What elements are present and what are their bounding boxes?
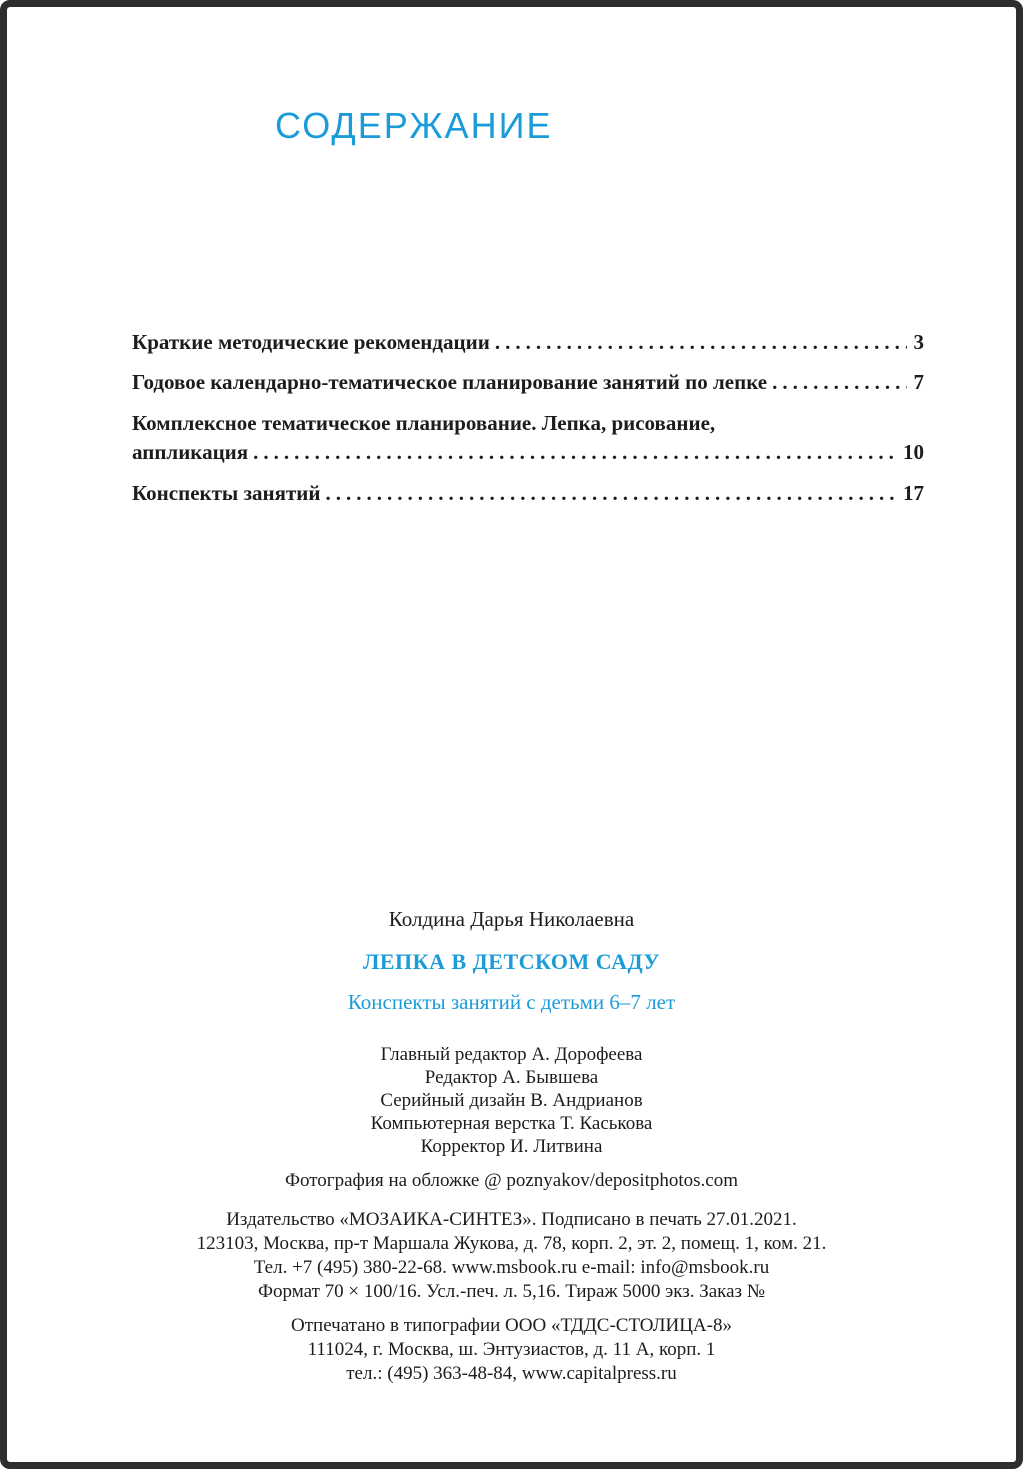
printer-block — [7, 1314, 1016, 1386]
credit-line: Корректор И. Литвина — [420, 1136, 603, 1157]
publisher-line: Издательство «МОЗАИКА-СИНТЕЗ». Подписано в печать 27.01.2021. — [226, 1209, 797, 1230]
printer-line: 111024, г. Москва, ш. Энтузиастов, д. 11 А, корп. 1 — [307, 1339, 716, 1360]
toc-page-number: 17 — [903, 481, 924, 506]
toc-leader-dots — [253, 439, 896, 466]
book-subtitle: Конспекты занятий с детьми 6–7 лет — [347, 990, 676, 1014]
toc-entry-title: Годовое календарно-тематическое планирование занятий по лепке — [132, 370, 768, 395]
toc-entry — [132, 480, 924, 507]
credit-line: Компьютерная верстка Т. Каськова — [370, 1113, 653, 1134]
author-name: Колдина Дарья Николаевна — [388, 907, 635, 931]
colophon — [7, 907, 1016, 1386]
toc-entry — [132, 410, 924, 437]
toc-page-number: 3 — [913, 330, 924, 354]
toc-leader-dots — [772, 369, 906, 396]
toc-entry-title: аппликация — [132, 439, 249, 464]
toc-page-number: 7 — [913, 370, 924, 395]
publisher-line: Тел. +7 (495) 380-22-68. www.msbook.ru e-mail: info@msbook.ru — [253, 1257, 770, 1278]
toc-page-number: 10 — [903, 439, 924, 464]
toc-leader-dots — [326, 480, 897, 507]
book-title: ЛЕПКА В ДЕТСКОМ САДУ — [362, 949, 661, 974]
toc-leader-dots — [495, 329, 907, 356]
credit-line: Серийный дизайн В. Андрианов — [380, 1090, 643, 1111]
table-of-contents — [132, 329, 924, 520]
publisher-line: 123103, Москва, пр-т Маршала Жукова, д. 78, корп. 2, эт. 2, помещ. 1, ком. 21. — [196, 1233, 827, 1254]
page-title: СОДЕРЖАНИЕ — [275, 105, 553, 146]
toc-entry — [132, 329, 924, 356]
printer-line: тел.: (495) 363-48-84, www.capitalpress.ru — [346, 1363, 677, 1384]
publisher-block — [7, 1208, 1016, 1304]
credits-block — [7, 1043, 1016, 1158]
credit-line: Редактор А. Бывшева — [424, 1067, 599, 1088]
credit-line: Главный редактор А. Дорофеева — [380, 1044, 643, 1065]
toc-entry — [132, 369, 924, 396]
toc-entry-title: Конспекты занятий — [132, 481, 321, 506]
toc-entry-title: Краткие методические рекомендации — [132, 330, 490, 354]
toc-entry-title: Комплексное тематическое планирование. Лепка, рисование, — [132, 410, 716, 435]
toc-entry-continuation — [132, 439, 924, 466]
printer-line: Отпечатано в типографии ООО «ТДДС-СТОЛИЦА-8» — [291, 1315, 732, 1336]
publisher-line: Формат 70 × 100/16. Усл.-печ. л. 5,16. Тираж 5000 экз. Заказ № — [258, 1281, 765, 1302]
photo-credit-line: Фотография на обложке @ poznyakov/depositphotos.com — [284, 1170, 739, 1191]
